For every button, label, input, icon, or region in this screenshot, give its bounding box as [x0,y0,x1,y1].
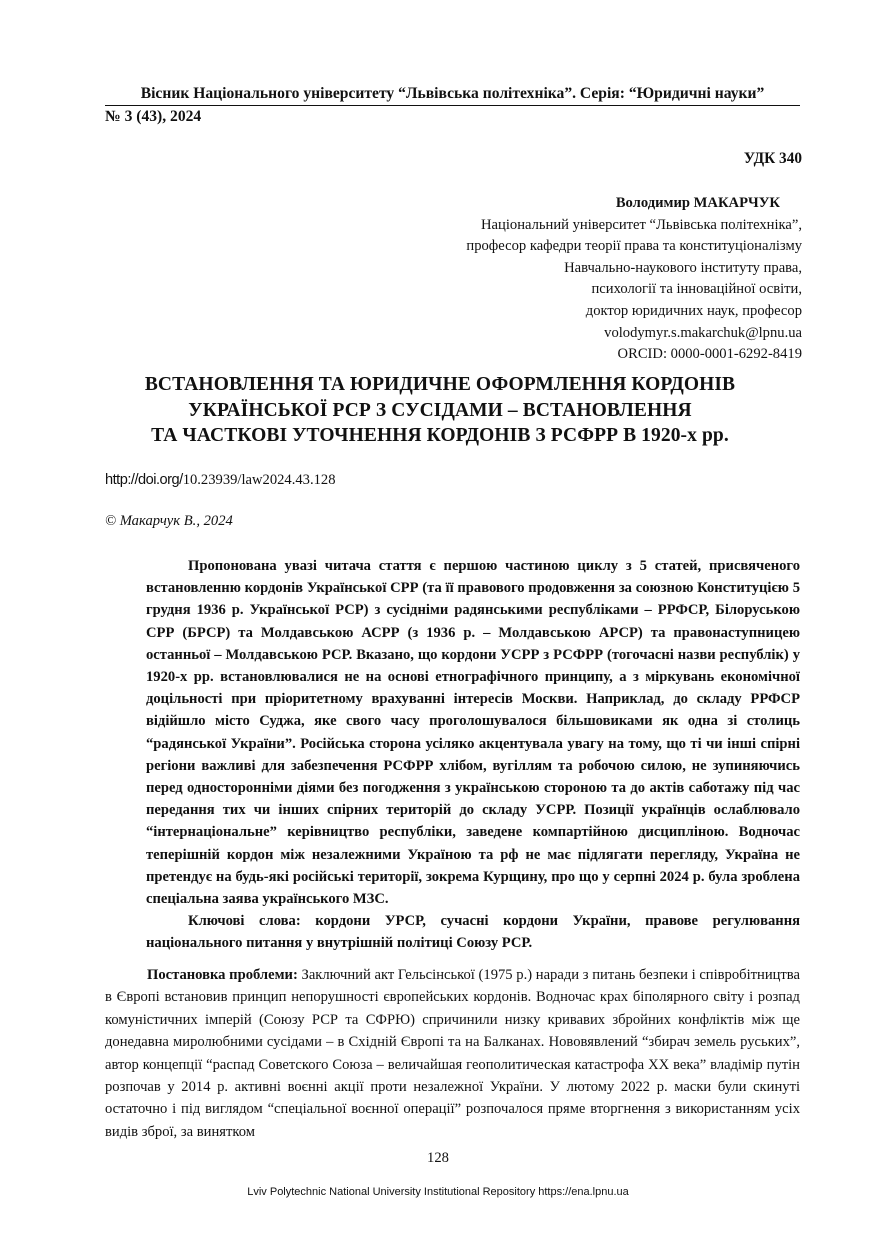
affiliation-line: Навчально-наукового інституту права, [564,259,802,276]
author-block [466,193,802,366]
title-line: ТА ЧАСТКОВІ УТОЧНЕННЯ КОРДОНІВ З РСФРР В 1920-х рр. [151,425,729,446]
abstract [146,555,800,955]
doi-prefix: http://doi.org/ [105,472,183,488]
article-title [60,372,820,449]
problem-label: Постановка проблеми: [147,967,298,983]
issue-number: № 3 (43), 2024 [105,108,202,125]
keywords: Ключові слова: кордони УРСР, сучасні кордони України, правове регулювання національного питання у внутрішній політиці Союзу РСР. [146,913,800,952]
problem-text: Заключний акт Гельсінської (1975 р.) наради з питань безпеки і співробітництва в Європі встановив принцип непорушності європейських кордонів. Водночас крах біполярного світу і розпад комуністичних імперій (Союзу РСР та СФРЮ) спричинили низку кривавих збройних конфліктів між ще донедавна миролюбними сусідами – в Східній Європі та на Балканах. Нововявлений “збирач земель руських”, автор концепції “распад Советского Союза – величайшая геополитическая катастрофа XX века” владімір путін розпочав у 2014 р. активні воєнні акції проти незалежної України. У лютому 2022 р. маски були скинуті остаточно і під виглядом “спеціальної воєнної операції” розпочалося пряме вторгнення з використанням усіх видів зброї, за винятком [105,967,800,1140]
repository-footer: Lviv Polytechnic National University Institutional Repository https://ena.lpnu.ua [247,1186,629,1198]
affiliation-line: доктор юридичних наук, професор [585,302,802,319]
abstract-text: Пропонована увазі читача стаття є першою частиною циклу з 5 статей, присвяченого встановленню кордонів Української СРР (та її правового продовження за союзною Конституцією 5 грудня 1936 р. Української РСР) з сусідніми радянськими республіками – РРФСР, Білоруською СРР (БРСР) та Молдавською АСРР (з 1936 р. – Молдавською АРСР) та правонаступницею останньої – Молдавською РСР. Вказано, що кордони УСРР з РСФРР (тогочасні назви республік) у 1920-х рр. встановлювалися не на основі етнографічного принципу, а з міркувань економічної доцільності при пріоритетному врахуванні інтересів Москви. Наприклад, до складу РРФСР відійшло місто Суджа, яке свого часу проголошувалося більшовиками як одна зі столиць “радянської України”. Російська сторона усіляко акцентувала увагу на тому, що ті чи інші спірні регіони важливі для забезпечення РСФРР хлібом, вугіллям та робочою силою, не зупиняючись перед односторонніми діями без погодження з українською стороною та до актів саботажу під час передання тих чи інших спірних територій до складу УСРР. Позиції українців ослаблювало “інтернаціональне” керівництво республіки, заведене компартійною дисципліною. Водночас теперішній кордон між незалежними Україною та рф не має підлягати перегляду, Україна не претендує на будь-які російські території, зокрема Курщину, про що у серпні 2024 р. була зроблена спеціальна заява українського МЗС. [146,558,800,908]
doi-link[interactable] [105,472,336,489]
affiliation-line: психології та інноваційної освіти, [591,281,802,298]
author-email[interactable]: volodymyr.s.makarchuk@lpnu.ua [604,324,802,341]
affiliation-line: Національний університет “Львівська політехніка”, [481,216,802,233]
author-orcid: ORCID: 0000-0001-6292-8419 [617,346,802,363]
problem-paragraph [105,964,800,1143]
body-text [105,964,800,1143]
title-line: ВСТАНОВЛЕННЯ ТА ЮРИДИЧНЕ ОФОРМЛЕННЯ КОРДОНІВ [144,374,736,395]
journal-header: Вісник Національного університету “Львівська політехніка”. Серія: “Юридичні науки” [105,84,800,106]
page-number: 128 [427,1150,449,1166]
copyright: © Макарчук В., 2024 [105,513,233,529]
author-name: Володимир МАКАРЧУК [615,195,780,211]
title-line: УКРАЇНСЬКОЇ РСР З СУСІДАМИ – ВСТАНОВЛЕННЯ [188,399,692,421]
doi-id: 10.23939/law2024.43.128 [182,472,336,488]
affiliation-line: професор кафедри теорії права та конституціоналізму [466,238,802,255]
udk-code: УДК 340 [743,150,802,167]
